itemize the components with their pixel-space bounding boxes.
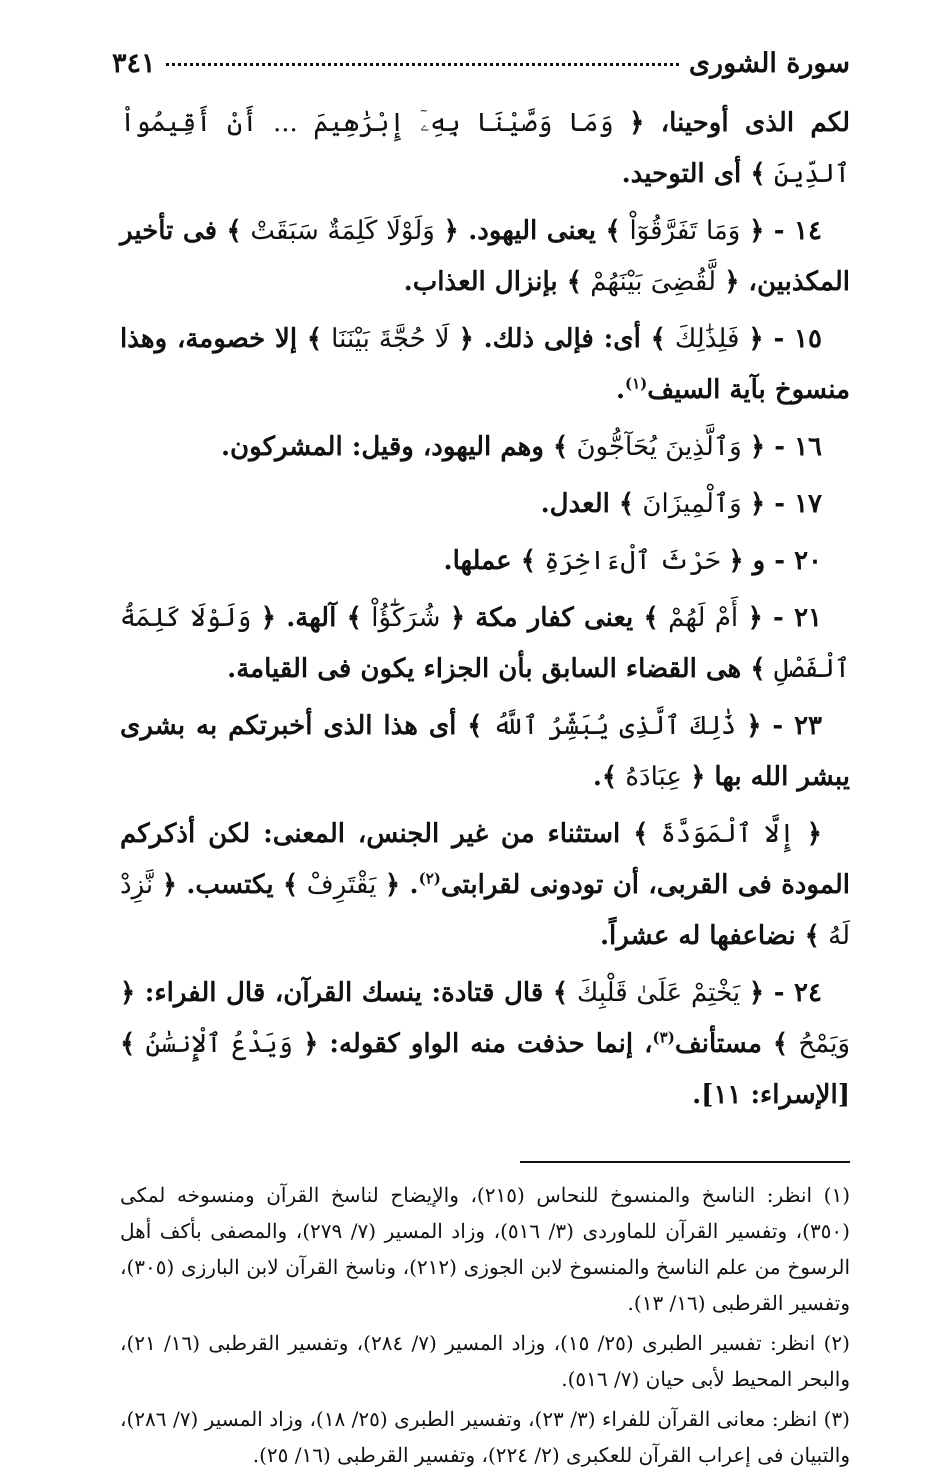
footnote-reference: (١) [625,374,648,393]
ornate-bracket: ﴾ [520,546,536,576]
commentary-text: آلهة. [275,603,347,633]
ornate-bracket: ﴿ [629,108,645,138]
quran-quote: لَّقُضِىَ بَيْنَهُمْ [581,267,725,297]
quran-quote: لَا حُجَّةَ بَيْنَنَا [322,324,459,354]
quran-quote: حَرْثَ ٱلْءَاخِرَةِ [535,546,729,576]
commentary-text: أى: فإلى ذلك. [473,324,651,354]
ornate-bracket: ﴿ [690,762,706,792]
commentary-text: ٢١ - [762,603,822,633]
quran-quote: وَٱلْمِيزَانَ [634,489,750,519]
ornate-bracket: ﴾ [772,1029,789,1059]
commentary-paragraph [120,701,850,803]
commentary-paragraph [120,422,850,473]
ornate-bracket: ﴾ [566,267,582,297]
ornate-bracket: ﴿ [747,603,763,633]
quran-quote: وَيَمْحُ [788,1029,850,1059]
ornate-bracket: ﴿ [260,603,276,633]
quran-quote: نَّزِدْ لَهُ [120,870,850,951]
commentary-paragraph [120,98,850,200]
commentary-text: . [400,870,419,900]
commentary-text: ١٦ - [765,432,822,462]
commentary-text: العدل. [540,489,619,519]
commentary-paragraph [120,593,850,695]
quran-quote: يَقْتَرِفْ [298,870,385,900]
quran-quote: وَلَوْلَا كَلِمَةٌ سَبَقَتْ [241,216,444,246]
commentary-paragraph [120,314,850,416]
ornate-bracket: ﴿ [749,216,765,246]
quran-quote: يَخْتِمْ عَلَىٰ قَلْبِكَ [568,978,749,1008]
quran-quote: أَمْ لَهُمْ [658,603,748,633]
commentary-text: أى هذا الذى أخبرتكم به بشرى يبشر الله بها [120,711,850,792]
quran-quote: وَلَوْلَا كَلِمَةُ ٱلْفَصْلِ [120,603,850,684]
commentary-text: لكم الذى أوحينا، [644,108,850,138]
quran-quote: شُرَكَٰٓؤُاْ [361,603,450,633]
commentary-paragraph [120,968,850,1121]
commentary-text: [الإسراء: ١١]. [692,1080,850,1110]
quran-quote: وَمَا تَفَرَّقُوٓاْ [620,216,750,246]
commentary-paragraph [120,206,850,308]
ornate-bracket: ﴾ [643,603,659,633]
commentary-text: يعنى اليهود. [458,216,606,246]
ornate-bracket: ﴾ [552,432,569,462]
footnote-separator [520,1161,850,1163]
commentary-text: بإنزال العذاب. [403,267,567,297]
commentary-text: ، إنما حذفت منه الواو كقوله: [318,1029,653,1059]
quran-quote: ذَٰلِكَ ٱلَّذِى يُبَشِّرُ ٱللَّهُ [482,711,747,741]
ornate-bracket: ﴾ [650,324,666,354]
commentary-text: فى تأخير المكذبين، [120,216,850,297]
running-header [112,48,850,88]
footnote-reference: (٣) [652,1028,675,1047]
ornate-bracket: ﴿ [748,324,764,354]
ornate-bracket: ﴿ [161,870,177,900]
ornate-bracket: ﴾ [306,324,323,354]
ornate-bracket: ﴿ [749,489,766,519]
commentary-text: نضاعفها له عشراً. [600,921,805,951]
quran-quote: عِبَادَهُ [617,762,691,792]
commentary-text: أى التوحيد. [621,159,751,189]
commentary-text: ٢٤ - [764,978,822,1008]
quran-quote: وَمَا وَصَّيْنَا بِهِۦٓ إِبْرَٰهِيمَ ... أَنْ أَقِيمُواْ ٱلدِّينَ [120,108,850,189]
commentary-paragraph [120,809,850,962]
footnotes [120,1177,850,1473]
ornate-bracket: ﴾ [467,711,483,741]
ornate-bracket: ﴾ [120,1029,136,1059]
commentary-text: يكتسب. [176,870,283,900]
commentary-paragraph [120,479,850,530]
ornate-bracket: ﴿ [748,978,765,1008]
ornate-bracket: ﴾ [750,654,766,684]
ornate-bracket: ﴾ [750,159,766,189]
footnote: (٢) انظر: تفسير الطبرى (٢٥/ ١٥)، وزاد المسير (٧/ ٢٨٤)، وتفسير القرطبى (١٦/ ٢١)، والبحر المحيط لأبى حيان (٧/ ٥١٦). [120,1331,850,1391]
quran-quote: إِلَّا ٱلْمَوَدَّةَ [648,819,807,849]
ornate-bracket: ﴾ [601,762,618,792]
ornate-bracket: ﴾ [618,489,635,519]
ornate-bracket: ﴿ [746,711,762,741]
ornate-bracket: ﴿ [303,1029,319,1059]
commentary-text: استثناء من غير الجنس، المعنى: لكن أذكركم المودة فى القربى، أن تودونى لقرابتى [120,819,850,900]
ornate-bracket: ﴿ [724,267,740,297]
commentary-text: إلا خصومة، وهذا منسوخ بآية السيف [120,324,850,405]
surah-title: سورة الشورى [688,48,850,79]
footnote: (٣) انظر: معانى القرآن للفراء (٣/ ٢٣)، وتفسير الطبرى (٢٥/ ١٨)، وزاد المسير (٧/ ٢٨٦)، والتبيان فى إعراب القرآن للعكبرى (٢/ ٢٢٤)، وتفسير القرطبى (١٦/ ٢٥). [120,1407,850,1467]
commentary-text: . [615,375,625,405]
commentary-text: عملها. [443,546,521,576]
ornate-bracket: ﴾ [282,870,299,900]
commentary-text: ١٥ - [763,324,822,354]
footnote-reference: (٢) [418,869,441,888]
commentary-text: . [592,762,602,792]
commentary-text: يعنى كفار مكة [465,603,644,633]
commentary-text: مستأنف [674,1029,773,1059]
commentary-text: ٢٣ - [761,711,822,741]
leader-dots [166,63,679,66]
ornate-bracket: ﴿ [728,546,744,576]
commentary-paragraph [120,536,850,587]
commentary-text: وهم اليهود، وقيل: المشركون. [221,432,553,462]
ornate-bracket: ﴿ [458,324,474,354]
ornate-bracket: ﴾ [226,216,242,246]
ornate-bracket: ﴿ [384,870,401,900]
ornate-bracket: ﴾ [552,978,569,1008]
commentary-text: ١٧ - [765,489,822,519]
ornate-bracket: ﴿ [120,978,136,1008]
ornate-bracket: ﴾ [804,921,820,951]
ornate-bracket: ﴾ [633,819,649,849]
commentary-body [120,98,850,1121]
footnote: (١) انظر: الناسخ والمنسوخ للنحاس (٢١٥)، والإيضاح لناسخ القرآن ومنسوخه لمكى (٣٥٠)، وتفسير القرآن للماوردى (٣/ ٥١٦)، وزاد المسير (٧/ ٢٧٩)، والمصفى بأكف أهل الرسوخ من علم الناسخ والمنسوخ لابن الجوزى (٢١٢)، وناسخ القرآن لابن البارزى (٣٠٥)، وتفسير القرطبى (١٦/ ١٣). [120,1183,851,1315]
quran-quote: وَٱلَّذِينَ يُحَآجُّونَ [568,432,750,462]
ornate-bracket: ﴿ [449,603,466,633]
ornate-bracket: ﴿ [806,819,822,849]
commentary-text: ٢٠ - و [743,546,822,576]
commentary-text: ١٤ - [764,216,822,246]
ornate-bracket: ﴾ [605,216,621,246]
quran-quote: فَلِذَٰلِكَ [665,324,749,354]
ornate-bracket: ﴿ [749,432,766,462]
commentary-text: هى القضاء السابق بأن الجزاء يكون فى القيامة. [227,654,751,684]
ornate-bracket: ﴿ [443,216,459,246]
ornate-bracket: ﴾ [346,603,362,633]
page-number: ٣٤١ [112,48,156,79]
quran-quote: وَيَدْعُ ٱلْإِنسَٰنُ [135,1029,304,1059]
commentary-text: قال قتادة: ينسك القرآن، قال الفراء: [135,978,553,1008]
